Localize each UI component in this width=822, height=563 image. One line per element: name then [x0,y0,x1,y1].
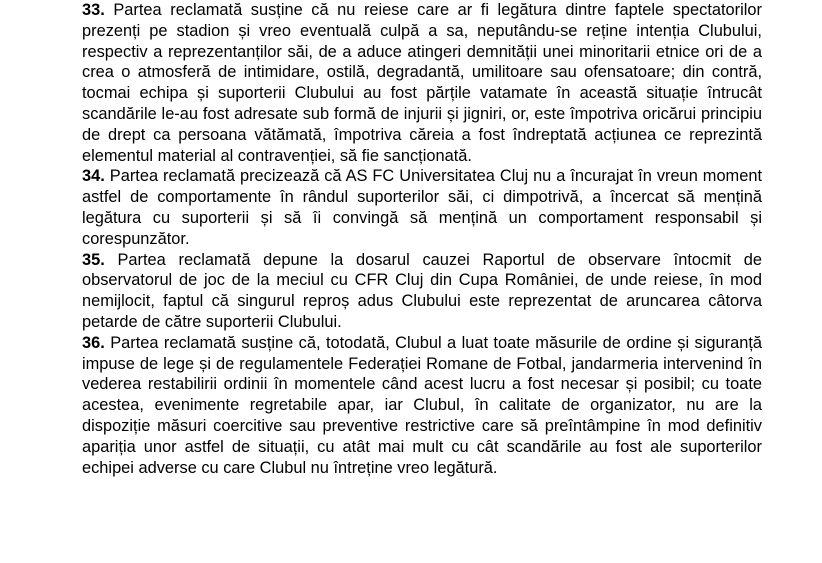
document-page [82,0,762,478]
paragraph-33 [82,0,762,166]
paragraph-text: Partea reclamată susține că, totodată, Clubul a luat toate măsurile de ordine și siguranță impuse de lege și de regulamentele Federației Romane de Fotbal, jandarmeria intervenind în vederea restabilirii ordinii în momentele când acest lucru a fost necesar și posibil; cu toate acestea, evenimente regretabile apar, iar Clubul, în calitate de organizator, nu are la dispoziție măsuri coercitive sau preventive restrictive care să preîntâmpine în mod definitiv apariția unor astfel de situații, cu atât mai mult cu cât scandările au fost ale suporterilor echipei adverse cu care Clubul nu întreține vreo legătură. [82,333,762,477]
paragraph-number: 33. [82,1,105,19]
paragraph-text: Partea reclamată susține că nu reiese care ar fi legătura dintre faptele spectatorilor prezenți pe stadion și vreo eventuală culpă a sa, neputându-se reține intenția Clubului, respectiv a reprezentanților săi, de a aduce atingeri demnității unei minoritarii etnice ori de a crea o atmosferă de intimidare, ostilă, degradantă, umilitoare sau ofensatoare; din contră, tocmai echipa și suporterii Clubului au fost părțile vatamate în această situație întrucât scandările le-au fost adresate sub formă de injurii și jigniri, or, este împotriva oricărui principiu de drept ca persoana vătămată, împotriva căreia a fost îndreptată acțiunea ce reprezintă elementul material al contravenției, să fie sancționată. [82,1,762,165]
paragraph-text: Partea reclamată depune la dosarul cauzei Raportul de observare întocmit de observatorul de joc de la meciul cu CFR Cluj din Cupa României, de unde reiese, în mod nemijlocit, faptul că singurul reproș adus Clubului este reprezentat de aruncarea câtorva petarde de către suporterii Clubului. [82,250,762,331]
paragraph-number: 34. [82,167,105,186]
paragraph-number: 36. [82,333,105,352]
paragraph-text: Partea reclamată precizează că AS FC Universitatea Cluj nu a încurajat în vreun moment astfel de comportamente în rândul suporterilor săi, ci dimpotrivă, a încercat să mențină legătura cu suporterii și să îi convingă să mențină un comportament responsabil și corespunzător. [82,167,762,248]
paragraph-35 [82,250,762,333]
paragraph-number: 35. [82,250,105,269]
paragraph-34 [82,166,762,249]
paragraph-36 [82,333,762,479]
